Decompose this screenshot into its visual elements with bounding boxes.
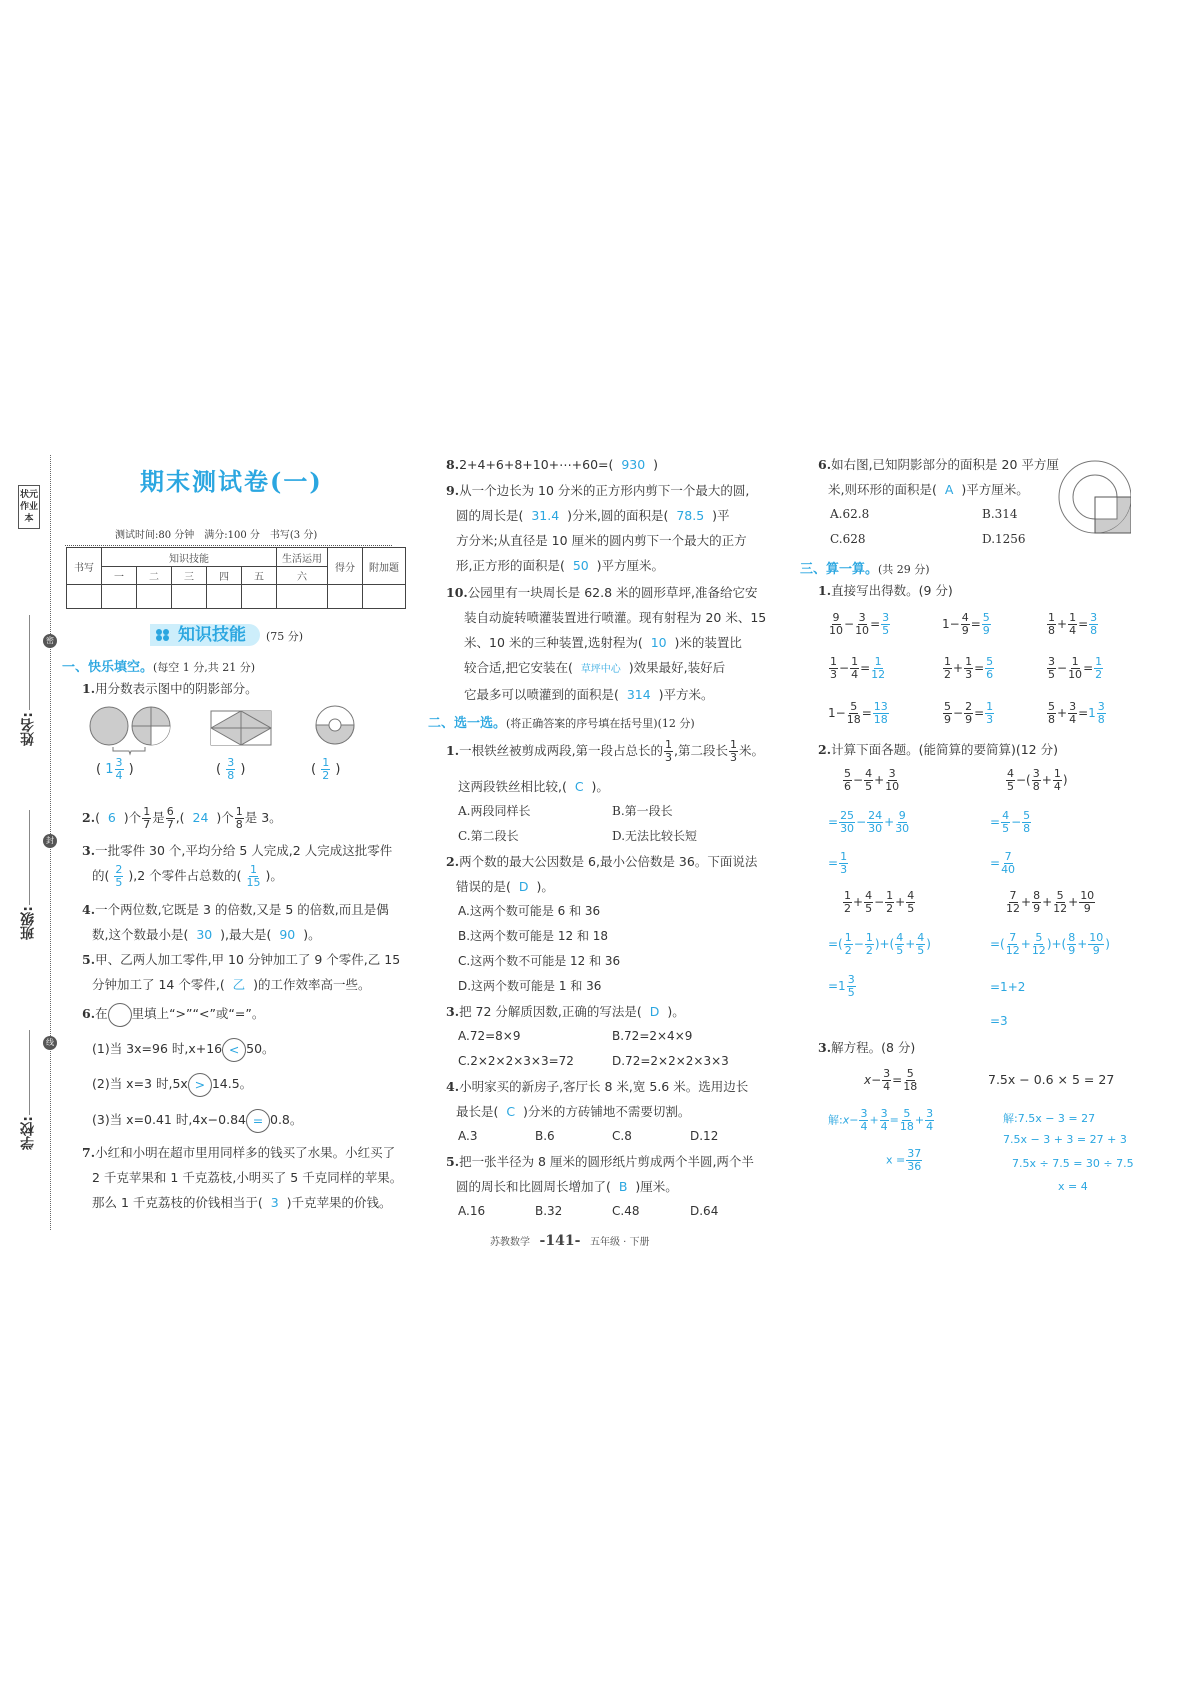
calc-item: $\frac{1}{2}$ + $\frac{1}{3}$ = $\frac{5}{6}$ [944, 655, 994, 681]
col-writing: 书写 [67, 548, 102, 585]
option[interactable]: A.两段同样长 [458, 804, 531, 818]
q2-4: 4.小明家买的新房子,客厅长 8 米,宽 5.6 米。选用边长 最长是( C )分米的方砖铺地不需要切割。 [446, 1079, 749, 1119]
col-section-6: 六 [277, 567, 328, 585]
q2-6: 6.如右图,已知阴影部分的面积是 20 平方厘 米,则环形的面积是( A )平方厘米。 [818, 457, 1059, 497]
col-section-5: 五 [242, 567, 277, 585]
score-cell[interactable] [172, 585, 207, 609]
calc-item: $\frac{1}{3}$ − $\frac{1}{4}$ = $\frac{1}{12}$ [830, 655, 886, 681]
page-footer: 苏教数学 -141- 五年级 · 下册 [490, 1233, 650, 1249]
option[interactable]: B.第一段长 [612, 804, 673, 818]
calc-expr: $\frac{4}{5}$ −( $\frac{3}{8}$ + $\frac{1}{4}$ ) [1007, 767, 1068, 793]
calc-step: =3 [990, 1014, 1008, 1028]
compare-answer[interactable]: < [222, 1038, 246, 1062]
option[interactable]: A.72=8×9 [458, 1029, 521, 1043]
compare-answer[interactable]: = [246, 1109, 270, 1133]
option[interactable]: A.16 [458, 1204, 486, 1218]
option[interactable]: D.64 [690, 1204, 719, 1218]
score-cell[interactable] [328, 585, 363, 609]
option[interactable]: C.8 [612, 1129, 632, 1143]
calc-item: $\frac{3}{5}$ − $\frac{1}{10}$ = $\frac{1}{2}$ [1048, 655, 1103, 681]
seal-mi: 密 [43, 634, 57, 648]
q1-4: 4.一个两位数,它既是 3 的倍数,又是 5 的倍数,而且是偶 数,这个数最小是( 30 ),最大是( 90 )。 [82, 902, 389, 942]
col-extra: 附加题 [363, 548, 406, 585]
col-section-4: 四 [207, 567, 242, 585]
option[interactable]: A.62.8 [830, 507, 870, 521]
brand-label: 状元作业本 [18, 485, 40, 529]
q1-answer-1[interactable]: ( 1 $\frac{3}{4}$ ) [96, 756, 134, 782]
option[interactable]: D.72=2×2×2×3×3 [612, 1054, 729, 1068]
group-life: 生活运用 [277, 548, 328, 567]
q2-2: 2.两个数的最大公因数是 6,最小公倍数是 36。下面说法 错误的是( D )。 [446, 854, 758, 894]
option[interactable]: A.这两个数可能是 6 和 36 [458, 904, 601, 918]
q1-6-item: (3)当 x=0.41 时,4x−0.84 = 0.8。 [92, 1107, 302, 1133]
equation-2-step: 7.5x ÷ 7.5 = 30 ÷ 7.5 [1012, 1157, 1134, 1170]
seal-xian: 线 [43, 1036, 57, 1050]
shaded-figures-icon [85, 703, 385, 758]
calc-step: = $\frac{1}{3}$ [828, 850, 848, 876]
col-score: 得分 [328, 548, 363, 585]
q1-5: 5.甲、乙两人加工零件,甲 10 分钟加工了 9 个零件,乙 15 分钟加工了 14 个零件,( 乙 )的工作效率高一些。 [82, 952, 401, 992]
col-section-3: 三 [172, 567, 207, 585]
equation-2-step: x = 4 [1058, 1180, 1088, 1193]
q1-2: 2.( 6 )个 $\frac{1}{7}$ 是 $\frac{6}{7}$ ,( 24 )个 $\frac{1}{8}$ 是 3。 [82, 805, 282, 831]
calc-step: = $\frac{7}{40}$ [990, 850, 1016, 876]
calc-step: = $\frac{4}{5}$ − $\frac{5}{8}$ [990, 809, 1031, 835]
score-cell[interactable] [67, 585, 102, 609]
test-meta: 测试时间:80 分钟 满分:100 分 书写(3 分) [115, 530, 318, 541]
q1-7: 7.小红和小明在超市里用同样多的钱买了水果。小红买了 2 千克苹果和 1 千克荔枝,小明买了 5 千克同样的苹果。 那么 1 千克荔枝的价钱相当于( 3 )千克苹果的价钱。 [82, 1145, 403, 1210]
equation-2-step: 7.5x − 3 + 3 = 27 + 3 [1003, 1133, 1127, 1146]
option[interactable]: C.这两个数不可能是 12 和 36 [458, 954, 621, 968]
header-divider [65, 545, 392, 546]
compare-answer[interactable]: > [188, 1073, 212, 1097]
calc-step: =1+2 [990, 980, 1026, 994]
equation-1-step: 解:x− $\frac{3}{4}$ + $\frac{3}{4}$ = $\frac{5}{18}$ + $\frac{3}{4}$ [828, 1107, 934, 1133]
calc-step: =( $\frac{7}{12}$ + $\frac{5}{12}$ )+( $\frac{8}{9}$ + $\frac{10}{9}$ ) [990, 931, 1110, 957]
option[interactable]: B.32 [535, 1204, 563, 1218]
dots-icon [156, 629, 170, 641]
part3-heading: 三、算一算。(共 29 分) [800, 562, 930, 577]
class-field-label: 班级: [20, 906, 36, 940]
option[interactable]: B.314 [982, 507, 1018, 521]
option[interactable]: D.这两个数可能是 1 和 36 [458, 979, 602, 993]
calc-expr: $\frac{7}{12}$ + $\frac{8}{9}$ + $\frac{5}{12}$ + $\frac{10}{9}$ [1006, 889, 1095, 915]
equation-1: x− $\frac{3}{4}$ = $\frac{5}{18}$ [864, 1067, 918, 1093]
equation-2: 7.5x − 0.6 × 5 = 27 [988, 1072, 1115, 1087]
calc-step: =( $\frac{1}{2}$ − $\frac{1}{2}$ )+( $\frac{4}{5}$ + $\frac{4}{5}$ ) [828, 931, 931, 957]
q2-1: 1.一根铁丝被剪成两段,第一段占总长的 $\frac{1}{3}$ ,第二段长 $\frac{1}{3}$ 米。 [446, 738, 765, 764]
calc-item: $\frac{5}{9}$ − $\frac{2}{9}$ = $\frac{1}{3}$ [944, 700, 994, 726]
score-cell[interactable] [137, 585, 172, 609]
col-section-1: 一 [102, 567, 137, 585]
q3-2: 2.计算下面各题。(能简算的要简算)(12 分) [818, 742, 1058, 757]
calc-expr: $\frac{1}{2}$ + $\frac{4}{5}$ − $\frac{1}{2}$ + $\frac{4}{5}$ [844, 889, 915, 915]
score-table [66, 547, 406, 609]
calc-item: $\frac{9}{10}$ − $\frac{3}{10}$ = $\frac{3}{5}$ [829, 611, 890, 637]
blank-circle-icon [108, 1003, 132, 1027]
class-field-line[interactable] [29, 810, 30, 905]
q1-1: 1.用分数表示图中的阴影部分。 [82, 681, 258, 696]
q2-1-stem: 这两段铁丝相比较,( C )。 [458, 779, 609, 794]
q3-3: 3.解方程。(8 分) [818, 1040, 916, 1055]
q1-6-item: (2)当 x=3 时,5x > 14.5。 [92, 1071, 252, 1097]
banner-points: (75 分) [266, 630, 304, 643]
calc-step: =1 $\frac{3}{5}$ [828, 973, 855, 999]
score-cell[interactable] [207, 585, 242, 609]
q1-answer-3[interactable]: ( $\frac{1}{2}$ ) [311, 756, 341, 782]
option[interactable]: B.6 [535, 1129, 555, 1143]
section-banner [150, 624, 260, 646]
group-knowledge: 知识技能 [102, 548, 277, 567]
option[interactable]: C.628 [830, 532, 866, 546]
calc-item: $\frac{5}{8}$ + $\frac{3}{4}$ =1 $\frac{3}{8}$ [1048, 700, 1105, 726]
calc-item: $\frac{1}{8}$ + $\frac{1}{4}$ = $\frac{3}{8}$ [1048, 611, 1098, 637]
score-cell[interactable] [242, 585, 277, 609]
score-cell[interactable] [277, 585, 328, 609]
part2-heading: 二、选一选。(将正确答案的序号填在括号里)(12 分) [428, 716, 695, 731]
q1-6-item: (1)当 3x=96 时,x+16 < 50。 [92, 1036, 275, 1062]
option[interactable]: D.1256 [982, 532, 1026, 546]
q1-answer-2[interactable]: ( $\frac{3}{8}$ ) [216, 756, 246, 782]
school-field-label: 学校: [20, 1116, 36, 1150]
ring-figure-icon [1055, 457, 1131, 539]
page-title: 期末测试卷(一) [140, 467, 323, 496]
q2-3: 3.把 72 分解质因数,正确的写法是( D )。 [446, 1004, 685, 1019]
score-cell[interactable] [363, 585, 406, 609]
calc-item: 1− $\frac{4}{9}$ = $\frac{5}{9}$ [942, 611, 990, 637]
part1-heading: 一、快乐填空。(每空 1 分,共 21 分) [62, 660, 256, 675]
q1-8: 8.2+4+6+8+10+⋯+60=( 930 ) [446, 457, 659, 472]
q3-1: 1.直接写出得数。(9 分) [818, 583, 953, 598]
option[interactable]: B.72=2×4×9 [612, 1029, 693, 1043]
option[interactable]: D.无法比较长短 [612, 829, 698, 843]
name-field-label: 姓名: [20, 712, 36, 746]
name-field-line[interactable] [29, 615, 30, 710]
option[interactable]: B.这两个数可能是 12 和 18 [458, 929, 609, 943]
banner-label: 知识技能 [178, 625, 246, 645]
calc-step: = $\frac{25}{30}$ − $\frac{24}{30}$ + $\frac{9}{30}$ [828, 809, 910, 835]
option[interactable]: C.2×2×2×3×3=72 [458, 1054, 574, 1068]
option[interactable]: A.3 [458, 1129, 478, 1143]
seal-feng: 封 [43, 834, 57, 848]
equation-2-step: 解:7.5x − 3 = 27 [1003, 1112, 1096, 1125]
equation-1-result: x = $\frac{37}{36}$ [886, 1147, 922, 1173]
calc-item: 1− $\frac{5}{18}$ = $\frac{13}{18}$ [828, 700, 888, 726]
q1-9: 9.从一个边长为 10 分米的正方形内剪下一个最大的圆, 圆的周长是( 31.4 )分米,圆的面积是( 78.5 )平 方分米;从直径是 10 厘米的圆内剪下一个最大的正方 形,正方形的面积是( 50 )平方厘米。 [446, 483, 750, 573]
q1-3: 3.一批零件 30 个,平均分给 5 人完成,2 人完成这批零件 的( $\frac{2}{5}$ ),2 个零件占总数的( $\frac{1}{15}$ )。 [82, 843, 393, 889]
q1-10: 10.公园里有一块周长是 62.8 米的圆形草坪,准备给它安 装自动旋转喷灌装置进行喷灌。现有射程为 20 米、15 米、10 米的三种装置,选射程为( 10 )米的装置比 较合适,把它安装在( 草坪中心 )效果最好,装好后 它最多可以喷灌到的面积是( 314 )平方米。 [446, 585, 767, 702]
option[interactable]: C.48 [612, 1204, 640, 1218]
q2-5: 5.把一张半径为 8 厘米的圆形纸片剪成两个半圆,两个半 圆的周长和比圆周长增加了( B )厘米。 [446, 1154, 754, 1194]
school-field-line[interactable] [29, 1030, 30, 1115]
option[interactable]: C.第二段长 [458, 829, 519, 843]
col-section-2: 二 [137, 567, 172, 585]
calc-expr: $\frac{5}{6}$ − $\frac{4}{5}$ + $\frac{3}{10}$ [844, 767, 900, 793]
q1-6: 6.在 里填上“>”“<”或“=”。 [82, 1001, 264, 1027]
score-cell[interactable] [102, 585, 137, 609]
option[interactable]: D.12 [690, 1129, 719, 1143]
